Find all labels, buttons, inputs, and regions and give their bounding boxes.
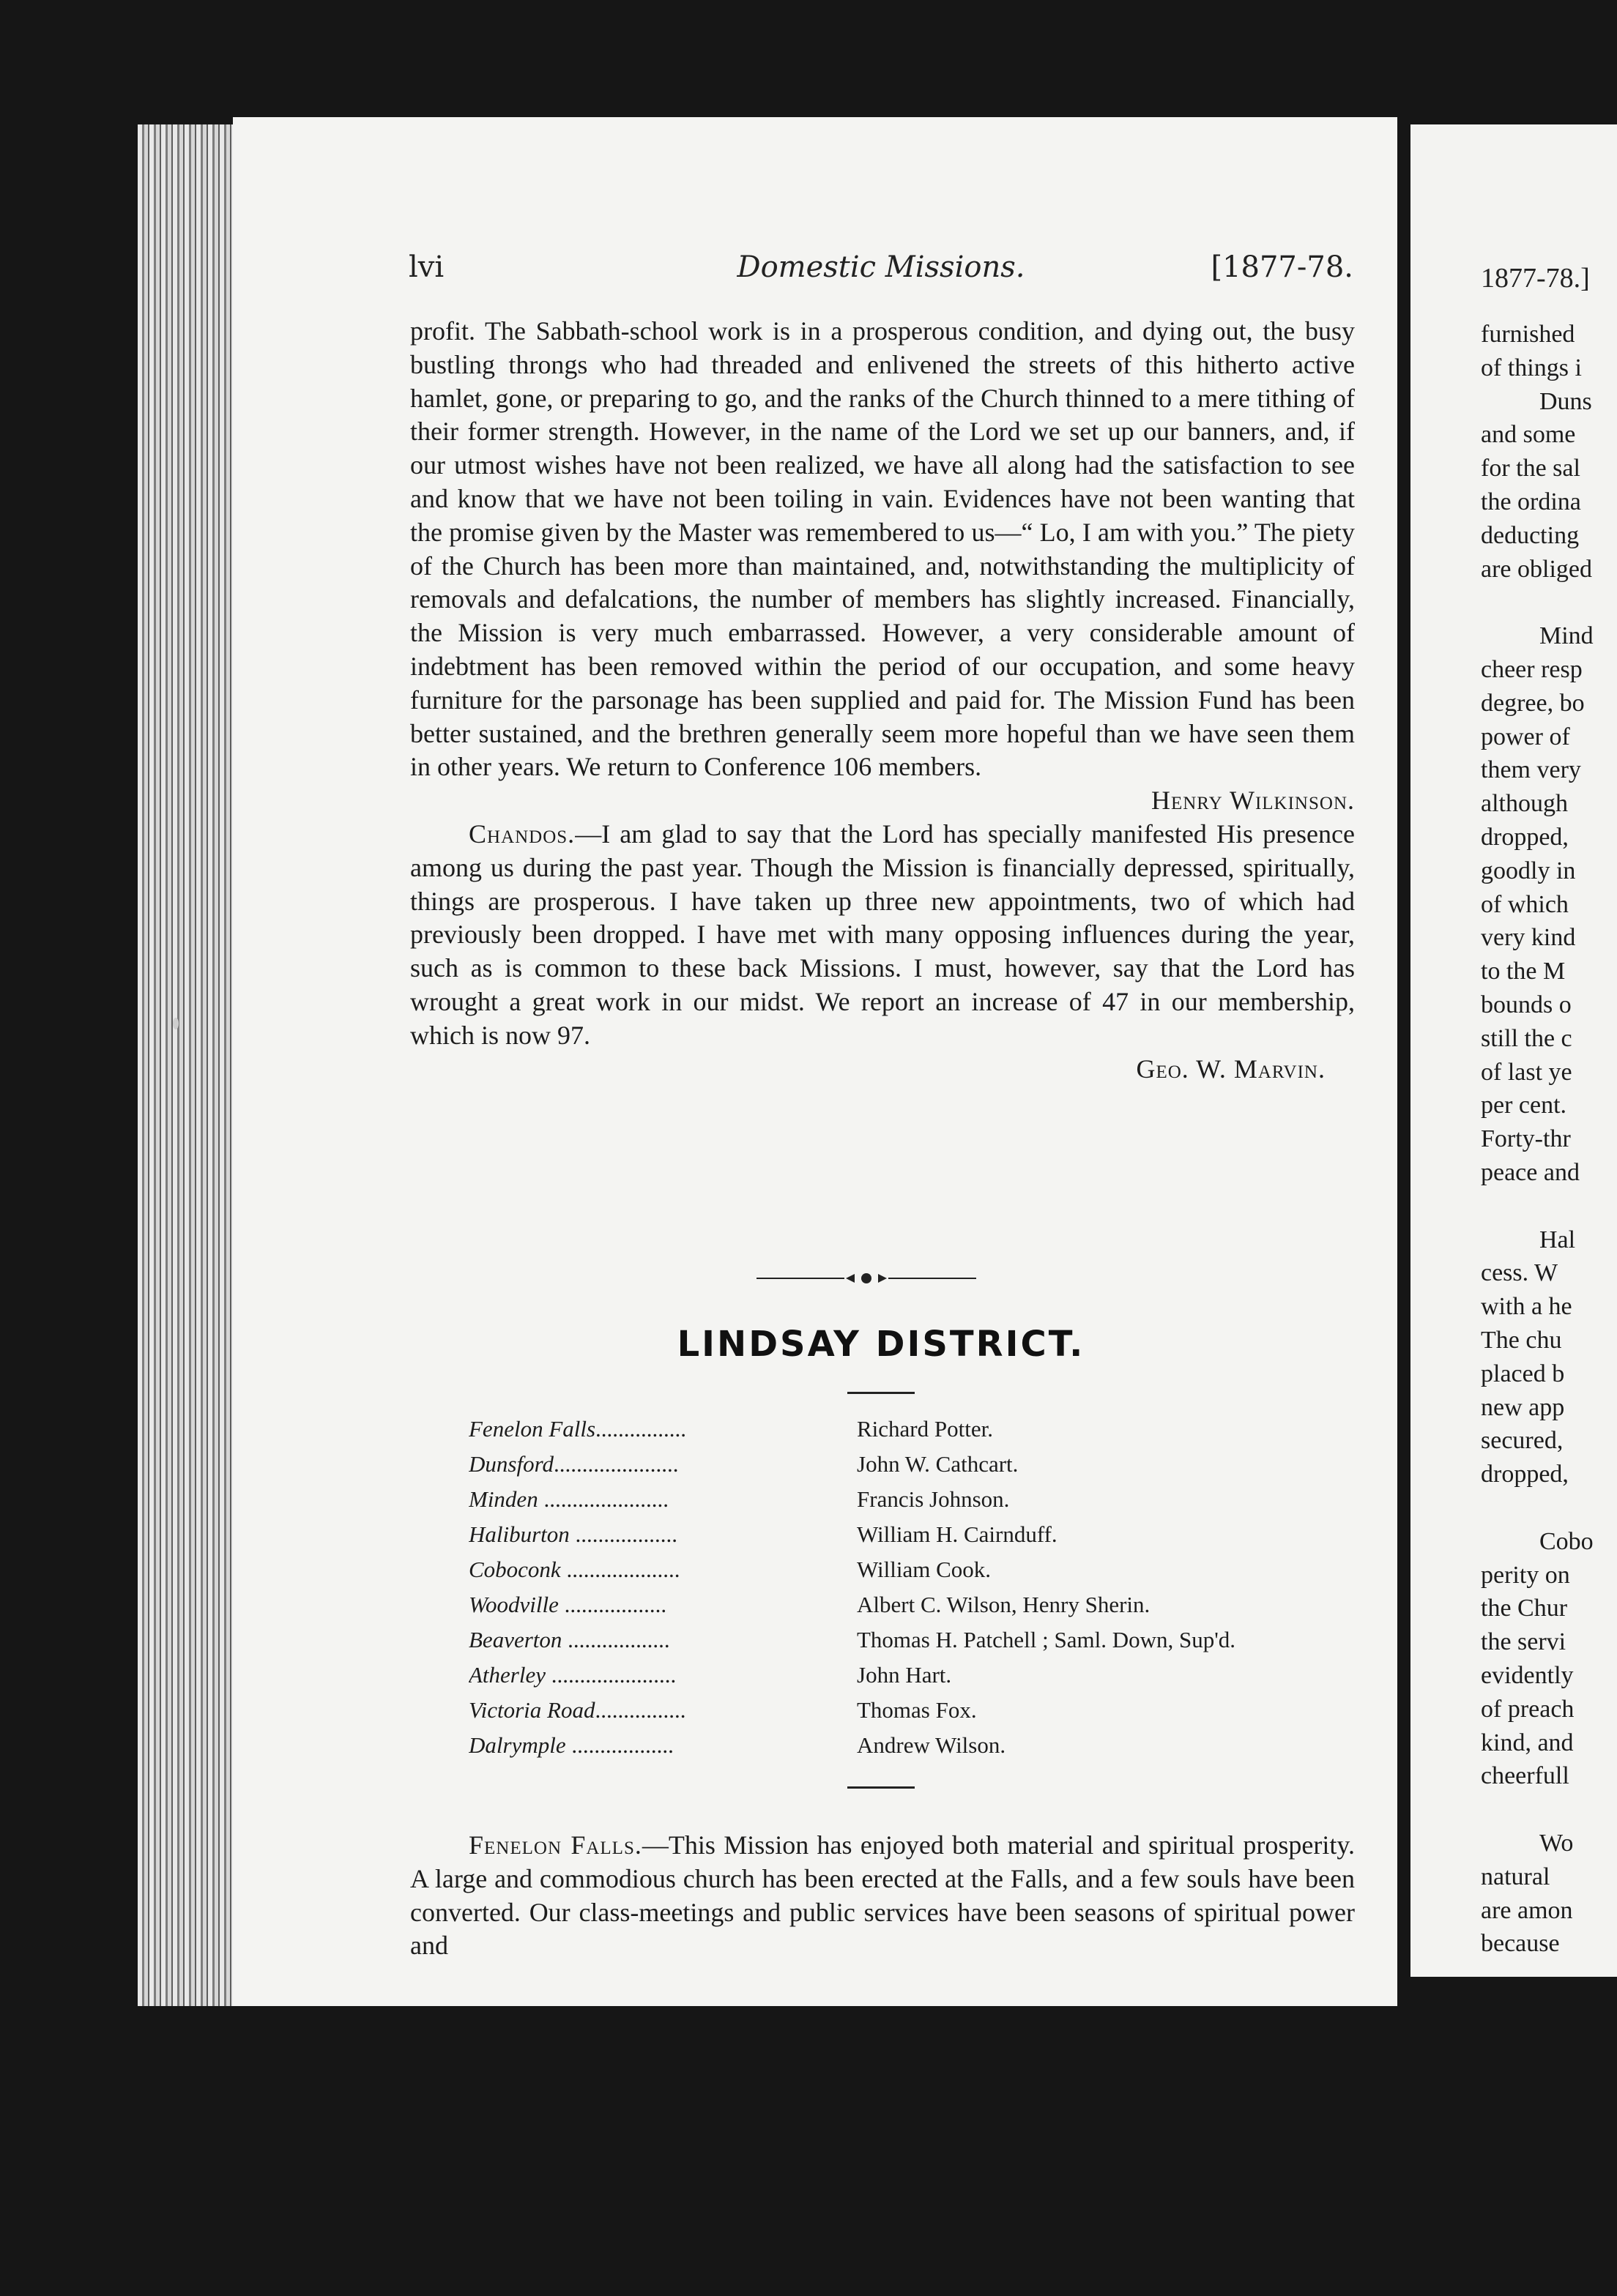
facing-page-line: to the M <box>1481 958 1566 985</box>
facing-page-line: deducting <box>1481 522 1580 549</box>
facing-page-line: natural <box>1481 1863 1550 1890</box>
facing-page-line: kind, and <box>1481 1729 1574 1756</box>
fenelon-falls-section <box>410 1829 1355 1963</box>
circuit-name: Woodville .................. <box>469 1592 667 1617</box>
district-title: LINDSAY DISTRICT. <box>677 1324 1085 1365</box>
paragraph-fenelon <box>410 1829 1355 1963</box>
facing-page-line: dropped, <box>1481 824 1569 851</box>
facing-page-line: Duns <box>1539 388 1592 415</box>
facing-page-line: cess. W <box>1481 1259 1558 1286</box>
circuit-name: Fenelon Falls................ <box>469 1416 687 1442</box>
facing-page-line: Hal <box>1539 1226 1576 1253</box>
facing-page-line: Mind <box>1539 622 1594 649</box>
paragraph-text: profit. The Sabbath-school work is in a prosperous condition, and dying out, the busy bustling throngs who had threaded and enlivened the streets of this hitherto active hamlet, gone, or preparing to go, and the ranks of the Church thinned to a mere tithing of their former strength. However, in the name of the Lord we set up our banners, and, if our utmost wishes have not been realized, we have all along had the satisfaction to see and know that we have not been toiling in vain. Evidences have not been wanting that the promise given by the Master was remembered to us—“ Lo, I am with you.” The piety of the Church has been more than maintained, and, notwithstanding the multiplicity of removals and defalcations, the number of members has slightly increased. Financially, the Mission is very much embarrassed. However, a very considerable amount of indebtment has been removed within the period of our occupation, and some heavy furniture for the parsonage has been supplied and paid for. The Mission Fund has been better sustained, and the brethren generally seem more hopeful than we have seen them in other years. We return to Conference 106 members. <box>410 316 1355 782</box>
appointment-row <box>233 1732 1397 1767</box>
circuit-heading-chandos: Chandos. <box>469 819 576 849</box>
list-rule <box>847 1786 915 1789</box>
page-number: lvi <box>409 250 445 284</box>
appointment-row <box>233 1451 1397 1486</box>
facing-page-line: the servi <box>1481 1628 1566 1655</box>
ornament-divider <box>757 1271 976 1286</box>
facing-page-line: placed b <box>1481 1360 1565 1387</box>
facing-page-line: and some <box>1481 421 1576 448</box>
facing-page-line: cheerfull <box>1481 1762 1569 1789</box>
facing-page-head: 1877-78.] <box>1481 263 1590 294</box>
circuit-name: Dalrymple .................. <box>469 1732 674 1758</box>
facing-page-fragment <box>1410 124 1617 1977</box>
signature-marvin: Geo. W. Marvin. <box>1136 1054 1326 1084</box>
appointment-row <box>233 1697 1397 1732</box>
minister-name: John Hart. <box>857 1662 952 1688</box>
facing-page-line: new app <box>1481 1394 1565 1421</box>
circuit-name: Atherley ...................... <box>469 1662 677 1688</box>
minister-name: Andrew Wilson. <box>857 1732 1006 1758</box>
facing-page-line: of which <box>1481 891 1569 918</box>
margin-speck <box>173 1018 179 1029</box>
facing-page-line: dropped, <box>1481 1461 1569 1488</box>
circuit-name: Haliburton .................. <box>469 1521 678 1547</box>
facing-page-line: the ordina <box>1481 488 1581 515</box>
paragraph-chandos <box>410 818 1355 1053</box>
page-edges-stack <box>138 124 248 2006</box>
facing-page-line: bounds o <box>1481 991 1572 1018</box>
appointment-row <box>233 1592 1397 1627</box>
facing-page-line: are obliged <box>1481 556 1592 583</box>
facing-page-line: per cent. <box>1481 1092 1567 1119</box>
facing-page-line: secured, <box>1481 1427 1564 1454</box>
minister-name: Albert C. Wilson, Henry Sherin. <box>857 1592 1151 1617</box>
appointment-row <box>233 1486 1397 1521</box>
facing-page-line: of preach <box>1481 1696 1575 1723</box>
minister-name: Thomas H. Patchell ; Saml. Down, Sup'd. <box>857 1627 1236 1652</box>
circuit-name: Coboconk .................... <box>469 1557 680 1582</box>
circuit-name: Beaverton .................. <box>469 1627 670 1652</box>
title-rule <box>847 1392 915 1394</box>
facing-page-line: Wo <box>1539 1830 1574 1857</box>
facing-page-line: of things i <box>1481 354 1582 381</box>
paragraph-continuation <box>410 315 1355 784</box>
facing-page-line: goodly in <box>1481 857 1576 884</box>
facing-page-line: because <box>1481 1930 1560 1957</box>
running-head-title: Domestic Missions. <box>737 250 1025 284</box>
facing-page-line: them very <box>1481 756 1581 783</box>
facing-page-line: evidently <box>1481 1662 1574 1689</box>
circuit-heading-fenelon: Fenelon Falls. <box>469 1830 642 1860</box>
minister-name: John W. Cathcart. <box>857 1451 1019 1477</box>
appointment-row <box>233 1521 1397 1557</box>
paragraph-text: —I am glad to say that the Lord has specially manifested His presence among us during the past year. Though the Mission is financially depressed, spiritually, things are prosperous. I have taken up three new appointments, two of which had previously been dropped. I have met with many opposing influences during the year, such as is common to these back Missions. I must, however, say that the Lord has wrought a great work in our midst. We report an increase of 47 in our membership, which is now 97. <box>410 819 1355 1050</box>
appointment-row <box>233 1557 1397 1592</box>
appointment-row <box>233 1662 1397 1697</box>
facing-page-line: very kind <box>1481 924 1576 951</box>
left-page <box>233 117 1397 2006</box>
facing-page-line: with a he <box>1481 1293 1572 1320</box>
facing-page-line: of last ye <box>1481 1059 1572 1086</box>
appointment-row <box>233 1416 1397 1451</box>
running-head <box>409 250 1353 302</box>
circuit-name: Victoria Road................ <box>469 1697 686 1723</box>
facing-page-line: perity on <box>1481 1562 1570 1589</box>
minister-name: Francis Johnson. <box>857 1486 1010 1512</box>
appointment-row <box>233 1627 1397 1662</box>
facing-page-line: furnished <box>1481 321 1575 348</box>
facing-page-line: are amon <box>1481 1897 1573 1924</box>
facing-page-line: power of <box>1481 723 1570 750</box>
body-text <box>410 315 1355 1086</box>
facing-page-line: for the sal <box>1481 455 1580 482</box>
signature-wilkinson: Henry Wilkinson. <box>1151 786 1355 816</box>
facing-page-line: The chu <box>1481 1327 1562 1354</box>
minister-name: William Cook. <box>857 1557 992 1582</box>
paragraph-text: —This Mission has enjoyed both material and spiritual prosperity. A large and commodious church has been erected at the Falls, and a few souls have been converted. Our class-meetings and public services have been seasons of spiritual power and <box>410 1830 1355 1961</box>
minister-name: Richard Potter. <box>857 1416 993 1442</box>
facing-page-line: peace and <box>1481 1159 1580 1186</box>
minister-name: William H. Cairnduff. <box>857 1521 1057 1547</box>
circuit-name: Minden ...................... <box>469 1486 669 1512</box>
circuit-name: Dunsford...................... <box>469 1451 679 1477</box>
facing-page-line: degree, bo <box>1481 690 1585 717</box>
running-head-year: [1877-78. <box>1211 250 1353 284</box>
minister-name: Thomas Fox. <box>857 1697 977 1723</box>
facing-page-line: still the c <box>1481 1025 1572 1052</box>
facing-page-line: Cobo <box>1539 1528 1594 1555</box>
facing-page-line: cheer resp <box>1481 656 1583 683</box>
facing-page-line: the Chur <box>1481 1595 1568 1622</box>
facing-page-line: Forty-thr <box>1481 1125 1571 1152</box>
facing-page-line: although <box>1481 790 1568 817</box>
